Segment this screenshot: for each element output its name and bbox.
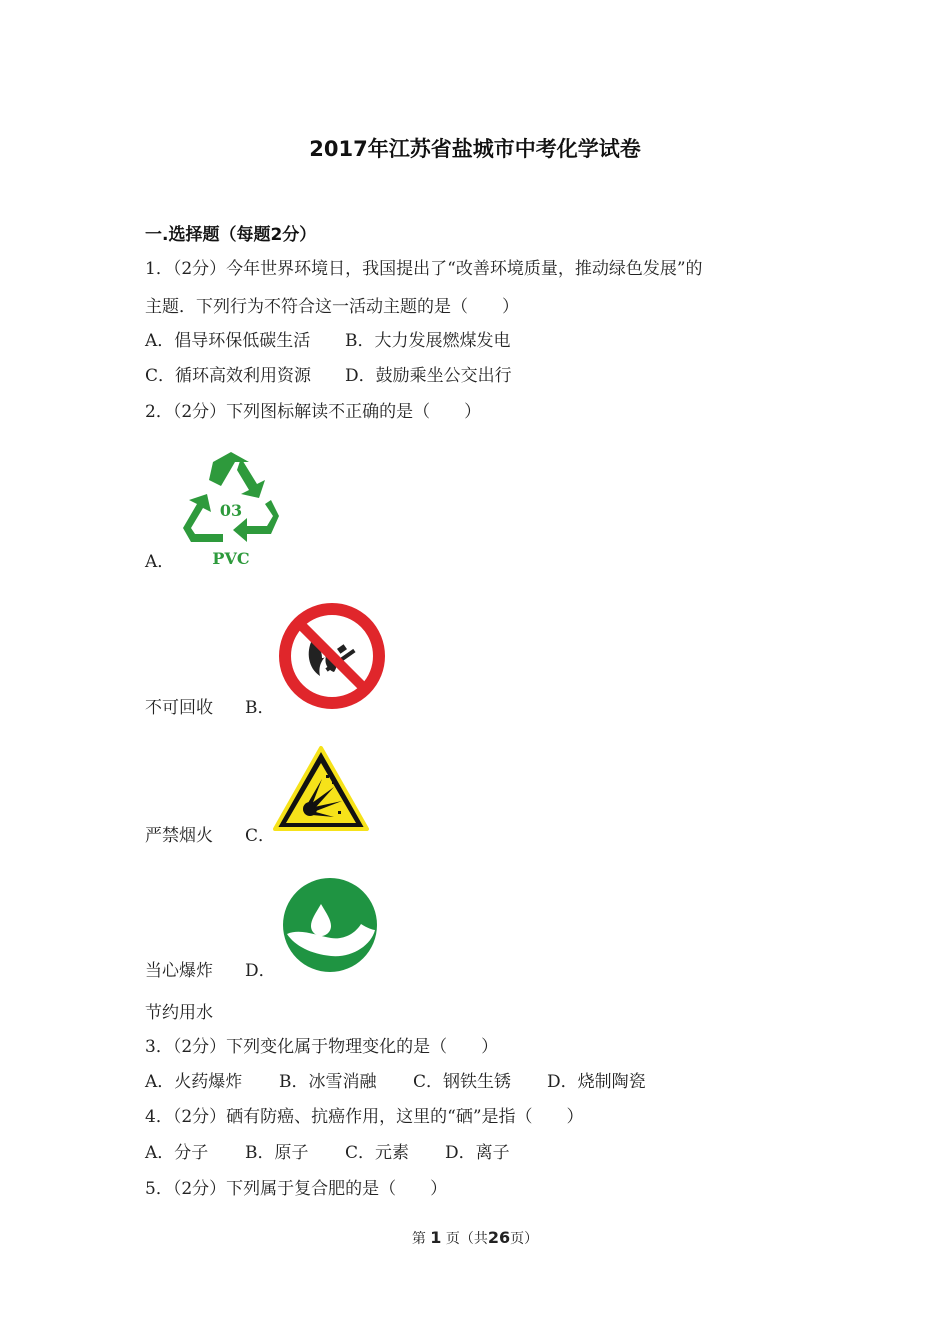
q1-options-row1	[145, 329, 511, 353]
q2-option-b[interactable]: B．	[245, 698, 275, 718]
recycle-material: PVC	[212, 549, 250, 568]
q1-option-c[interactable]: C．循环高效利用资源	[145, 366, 312, 386]
q4-option-c[interactable]: C．元素	[345, 1143, 410, 1163]
q2-row-b	[145, 696, 275, 720]
q2-option-a[interactable]: A．	[145, 552, 175, 572]
q3-option-a[interactable]: A．火药爆炸	[145, 1072, 243, 1092]
q3-stem: 3．（2分）下列变化属于物理变化的是（ ）	[145, 1037, 499, 1057]
page-footer	[0, 1228, 950, 1248]
q5-stem: 5．（2分）下列属于复合肥的是（ ）	[145, 1179, 448, 1199]
q2-row-c	[145, 824, 275, 848]
q4-option-a[interactable]: A．分子	[145, 1143, 209, 1163]
footer-post: 页）	[510, 1231, 539, 1247]
q3-options	[145, 1070, 646, 1094]
footer-mid: 页（共	[445, 1231, 488, 1247]
q2-row-d	[145, 959, 276, 983]
q2-stem: 2．（2分）下列图标解读不正确的是（ ）	[145, 402, 482, 422]
q4-option-d[interactable]: D．离子	[445, 1143, 510, 1163]
q2-option-d[interactable]: D．	[245, 961, 276, 981]
page-number: 1	[430, 1228, 442, 1247]
q3-option-c[interactable]: C．钢铁生锈	[413, 1072, 512, 1092]
q1-options-row2	[145, 364, 512, 388]
q4-stem: 4．（2分）硒有防癌、抗癌作用，这里的“硒”是指（ ）	[145, 1107, 584, 1127]
q1-stem-line2: 主题．下列行为不符合这一活动主题的是（ ）	[145, 297, 519, 317]
q2-caption-b: 严禁烟火	[145, 826, 213, 846]
q3-option-d[interactable]: D．烧制陶瓷	[547, 1072, 646, 1092]
no-fire-icon	[278, 602, 386, 710]
q2-caption-d: 节约用水	[145, 1003, 213, 1023]
recycle-code: 03	[219, 501, 243, 520]
section-heading: 一.选择题（每题2分）	[145, 225, 317, 245]
q1-stem-line1: 1．（2分）今年世界环境日，我国提出了“改善环境质量，推动绿色发展”的	[145, 259, 703, 279]
q3-option-b[interactable]: B．冰雪消融	[279, 1072, 377, 1092]
q4-options	[145, 1141, 510, 1165]
q4-option-b[interactable]: B．原子	[245, 1143, 309, 1163]
q2-option-c[interactable]: C．	[245, 826, 276, 846]
explosion-warning-icon	[272, 745, 370, 833]
recycle-pvc-icon	[175, 450, 287, 570]
q1-option-b[interactable]: B．大力发展燃煤发电	[345, 331, 511, 351]
q2-caption-c: 当心爆炸	[145, 961, 213, 981]
footer-pre: 第	[411, 1231, 426, 1247]
exam-title: 2017年江苏省盐城市中考化学试卷	[309, 137, 641, 161]
water-saving-icon	[281, 876, 379, 974]
page-total: 26	[487, 1228, 511, 1247]
q2-caption-a: 不可回收	[145, 698, 213, 718]
q1-option-d[interactable]: D．鼓励乘坐公交出行	[345, 366, 512, 386]
q1-option-a[interactable]: A．倡导环保低碳生活	[145, 331, 311, 351]
